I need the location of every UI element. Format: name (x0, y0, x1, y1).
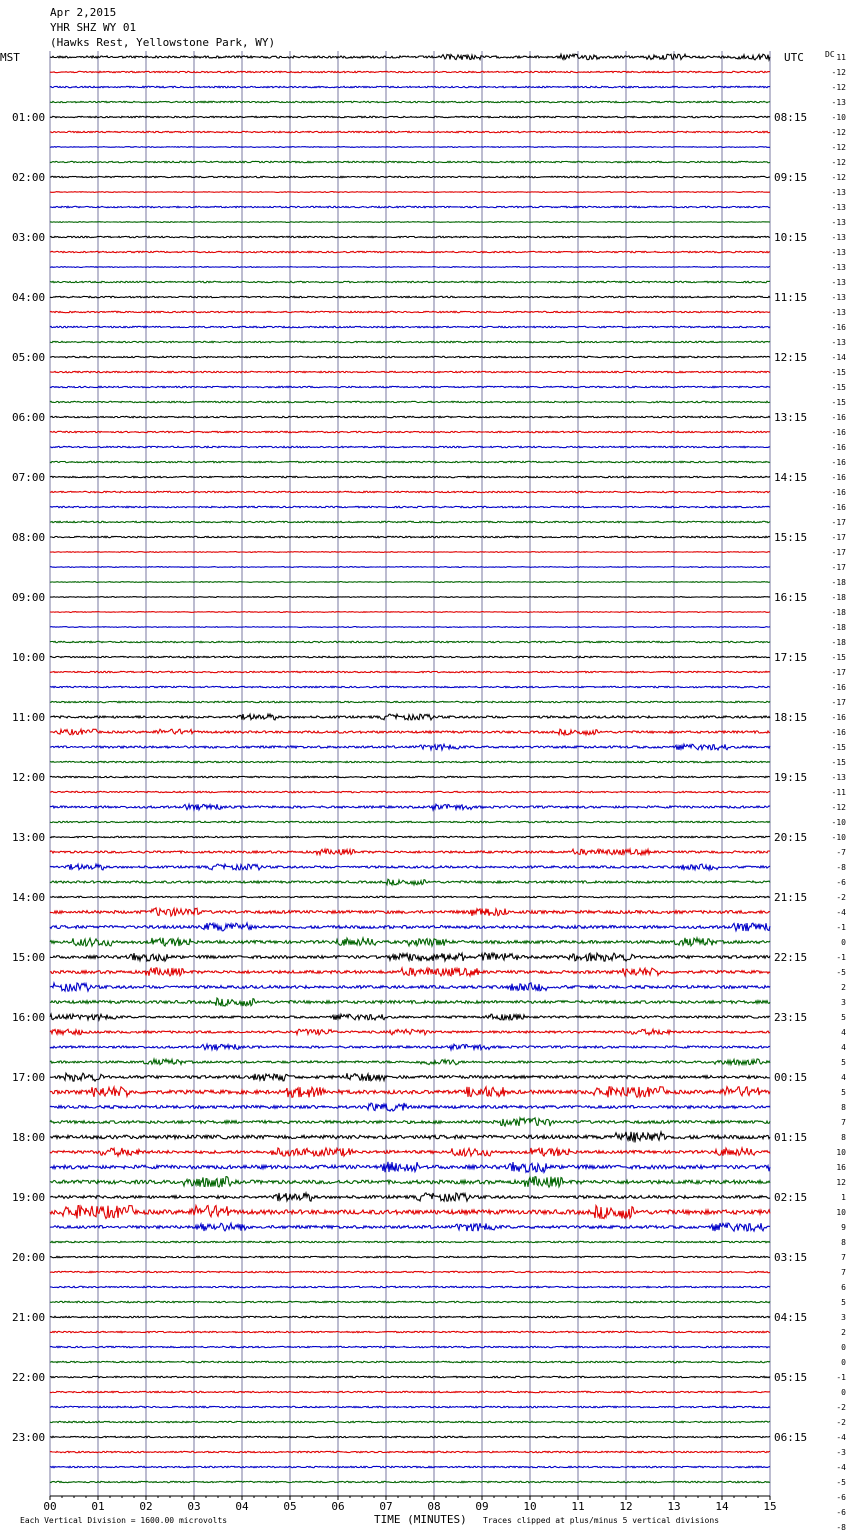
trace-line (50, 1481, 770, 1482)
dc-offset-label: -16 (831, 503, 846, 512)
dc-offset-label: -15 (831, 368, 846, 377)
trace-line (50, 701, 770, 702)
trace-line (50, 791, 770, 792)
mst-hour-label: 06:00 (12, 411, 46, 424)
mst-hour-label: 03:00 (12, 231, 46, 244)
dc-offset-label: -1 (836, 923, 846, 932)
dc-offset-label: -10 (831, 818, 846, 827)
dc-offset-label: -8 (836, 863, 846, 872)
dc-offset-label: -17 (831, 668, 846, 677)
dc-offset-label: -4 (836, 1433, 846, 1442)
dc-offset-label: 1 (841, 1193, 846, 1202)
utc-hour-label: 06:15 (774, 1431, 808, 1444)
x-tick-label: 09 (475, 1500, 489, 1513)
utc-hour-label: 21:15 (774, 891, 808, 904)
dc-offset-label: -13 (831, 98, 846, 107)
trace-line (50, 953, 770, 961)
x-tick-label: 02 (139, 1500, 153, 1513)
utc-hour-label: 15:15 (774, 531, 808, 544)
dc-offset-label: 0 (841, 1358, 846, 1367)
dc-offset-label: -15 (831, 743, 846, 752)
trace-line (50, 1346, 770, 1347)
trace-line (50, 356, 770, 357)
dc-offset-label: -16 (831, 458, 846, 467)
dc-offset-label: -13 (831, 308, 846, 317)
dc-offset-label: -12 (831, 143, 846, 152)
trace-line (50, 776, 770, 777)
dc-offset-label: 8 (841, 1238, 846, 1247)
trace-line (50, 582, 770, 583)
dc-offset-label: -10 (831, 833, 846, 842)
trace-line (50, 641, 770, 642)
dc-offset-label: -5 (836, 968, 846, 977)
dc-offset-label: 11 (836, 53, 846, 62)
dc-offset-label: -17 (831, 548, 846, 557)
trace-line (50, 1087, 770, 1098)
dc-offset-label: 8 (841, 1133, 846, 1142)
trace-line (50, 761, 770, 762)
mst-hour-label: 16:00 (12, 1011, 46, 1024)
trace-line (50, 1436, 770, 1437)
trace-line (50, 983, 770, 991)
dc-offset-label: -13 (831, 218, 846, 227)
mst-hour-label: 09:00 (12, 591, 46, 604)
dc-offset-label: 0 (841, 938, 846, 947)
trace-line (50, 864, 770, 870)
dc-offset-label: 2 (841, 983, 846, 992)
utc-axis-label: UTC (784, 51, 804, 64)
dc-offset-label: -10 (831, 113, 846, 122)
trace-line (50, 1044, 770, 1050)
x-tick-label: 06 (331, 1500, 345, 1513)
trace-line (50, 461, 770, 462)
mst-hour-label: 07:00 (12, 471, 46, 484)
trace-line (50, 729, 770, 735)
trace-line (50, 1162, 770, 1173)
utc-hour-label: 10:15 (774, 231, 808, 244)
dc-offset-label: -13 (831, 338, 846, 347)
utc-hour-label: 12:15 (774, 351, 808, 364)
dc-offset-label: -15 (831, 758, 846, 767)
trace-line (50, 612, 770, 613)
trace-line (50, 879, 770, 885)
dc-offset-label: -17 (831, 533, 846, 542)
trace-line (50, 296, 770, 297)
trace-line (50, 236, 770, 237)
trace-line (50, 552, 770, 553)
dc-offset-label: -12 (831, 803, 846, 812)
trace-line (50, 326, 770, 327)
dc-offset-label: -13 (831, 203, 846, 212)
dc-offset-label: -18 (831, 608, 846, 617)
mst-hour-label: 12:00 (12, 771, 46, 784)
trace-line (50, 1014, 770, 1020)
dc-offset-label: 10 (836, 1208, 846, 1217)
dc-offset-label: 5 (841, 1088, 846, 1097)
trace-line (50, 1451, 770, 1452)
dc-offset-label: -1 (836, 953, 846, 962)
mst-hour-label: 14:00 (12, 891, 46, 904)
x-tick-label: 03 (187, 1500, 201, 1513)
dc-offset-label: -18 (831, 578, 846, 587)
trace-line (50, 1059, 770, 1065)
mst-hour-label: 23:00 (12, 1431, 46, 1444)
mst-hour-label: 22:00 (12, 1371, 46, 1384)
scale-note: Each Vertical Division = 1600.00 microvolts (20, 1516, 228, 1525)
utc-hour-label: 11:15 (774, 291, 808, 304)
trace-line (50, 416, 770, 417)
trace-line (50, 431, 770, 432)
mst-hour-label: 08:00 (12, 531, 46, 544)
trace-line (50, 192, 770, 193)
trace-line (50, 998, 770, 1006)
trace-line (50, 686, 770, 687)
dc-offset-label: -16 (831, 683, 846, 692)
station-location: (Hawks Rest, Yellowstone Park, WY) (50, 36, 276, 49)
trace-line (50, 1286, 770, 1287)
minute-grid (50, 51, 770, 1496)
x-tick-label: 04 (235, 1500, 249, 1513)
mst-hour-label: 21:00 (12, 1311, 46, 1324)
trace-line (50, 147, 770, 148)
trace-line (50, 849, 770, 855)
trace-line (50, 1301, 770, 1302)
utc-hour-label: 00:15 (774, 1071, 808, 1084)
trace-line (50, 1271, 770, 1272)
clip-note: Traces clipped at plus/minus 5 vertical divisions (483, 1516, 720, 1525)
dc-offset-label: 7 (841, 1253, 846, 1262)
utc-hour-labels (774, 111, 807, 1444)
utc-hour-label: 02:15 (774, 1191, 808, 1204)
trace-line (50, 896, 770, 897)
trace-line (50, 923, 770, 931)
trace-line (50, 1132, 770, 1143)
trace-line (50, 938, 770, 946)
dc-offset-label: -14 (831, 353, 846, 362)
x-tick-label: 00 (43, 1500, 57, 1513)
station-name: YHR SHZ WY 01 (50, 21, 137, 34)
mst-hour-label: 13:00 (12, 831, 46, 844)
dc-offset-label: 7 (841, 1118, 846, 1127)
dc-offset-label: 10 (836, 1148, 846, 1157)
dc-offset-label: -15 (831, 383, 846, 392)
dc-offset-label: -16 (831, 473, 846, 482)
mst-hour-label: 17:00 (12, 1071, 46, 1084)
utc-hour-label: 19:15 (774, 771, 808, 784)
dc-offset-label: 6 (841, 1283, 846, 1292)
dc-offset-label: -17 (831, 518, 846, 527)
dc-offset-label: -13 (831, 188, 846, 197)
dc-offset-label: -13 (831, 773, 846, 782)
trace-line (50, 206, 770, 207)
dc-offset-label: -12 (831, 68, 846, 77)
trace-line (50, 821, 770, 822)
dc-offset-label: -11 (831, 788, 846, 797)
trace-line (50, 656, 770, 657)
trace-line (50, 744, 770, 750)
dc-offset-label: -15 (831, 398, 846, 407)
trace-line (50, 116, 770, 117)
dc-offset-label: -2 (836, 893, 846, 902)
dc-offset-label: -2 (836, 1418, 846, 1427)
dc-offset-label: -18 (831, 638, 846, 647)
dc-offset-label: -17 (831, 563, 846, 572)
dc-offset-label: -13 (831, 293, 846, 302)
mst-hour-label: 18:00 (12, 1131, 46, 1144)
mst-hour-label: 20:00 (12, 1251, 46, 1264)
trace-line (50, 1118, 770, 1126)
dc-offset-label: 4 (841, 1073, 846, 1082)
trace-line (50, 567, 770, 568)
trace-line (50, 1421, 770, 1422)
dc-offset-label: -13 (831, 278, 846, 287)
dc-offset-label: -1 (836, 1373, 846, 1382)
trace-line (50, 446, 770, 447)
utc-hour-label: 09:15 (774, 171, 808, 184)
trace-line (50, 386, 770, 387)
dc-offset-label: -16 (831, 428, 846, 437)
dc-offset-label: -5 (836, 1478, 846, 1487)
dc-offset-label: -2 (836, 1403, 846, 1412)
utc-hour-label: 08:15 (774, 111, 808, 124)
dc-offset-label: -12 (831, 128, 846, 137)
x-tick-label: 01 (91, 1500, 105, 1513)
x-tick-label: 12 (619, 1500, 633, 1513)
trace-line (50, 267, 770, 268)
utc-hour-label: 16:15 (774, 591, 808, 604)
x-tick-label: 13 (667, 1500, 681, 1513)
utc-hour-label: 18:15 (774, 711, 808, 724)
utc-hour-label: 23:15 (774, 1011, 808, 1024)
trace-lines (50, 54, 770, 1483)
trace-line (50, 968, 770, 976)
trace-line (50, 371, 770, 372)
dc-offset-label: -13 (831, 233, 846, 242)
trace-line (50, 1331, 770, 1332)
trace-line (50, 281, 770, 282)
dc-offset-label: 5 (841, 1013, 846, 1022)
utc-hour-label: 01:15 (774, 1131, 808, 1144)
trace-line (50, 1193, 770, 1201)
trace-line (50, 1148, 770, 1156)
dc-offset-label: 3 (841, 998, 846, 1007)
trace-line (50, 671, 770, 672)
trace-line (50, 536, 770, 537)
mst-hour-label: 10:00 (12, 651, 46, 664)
trace-line (50, 1223, 770, 1231)
utc-hour-label: 17:15 (774, 651, 808, 664)
mst-hour-label: 04:00 (12, 291, 46, 304)
trace-line (50, 1241, 770, 1242)
dc-offset-label: -7 (836, 848, 846, 857)
dc-offset-label: 7 (841, 1268, 846, 1277)
trace-line (50, 521, 770, 522)
dc-offset-label: -8 (836, 1523, 846, 1532)
dc-offset-label: -16 (831, 713, 846, 722)
dc-offset-label: -16 (831, 728, 846, 737)
dc-offset-label: -12 (831, 83, 846, 92)
dc-offset-label: -17 (831, 698, 846, 707)
dc-offset-label: -3 (836, 1448, 846, 1457)
dc-offset-label: -16 (831, 413, 846, 422)
dc-offset-label: 9 (841, 1223, 846, 1232)
mst-hour-labels (12, 111, 45, 1444)
utc-hour-label: 22:15 (774, 951, 808, 964)
x-tick-label: 10 (523, 1500, 537, 1513)
trace-line (50, 476, 770, 477)
trace-line (50, 1256, 770, 1257)
utc-hour-label: 04:15 (774, 1311, 808, 1324)
trace-line (50, 714, 770, 720)
trace-line (50, 491, 770, 492)
mst-hour-label: 15:00 (12, 951, 46, 964)
dc-offset-label: 4 (841, 1028, 846, 1037)
dc-offset-label: 16 (836, 1163, 846, 1172)
trace-line (50, 908, 770, 916)
trace-line (50, 101, 770, 102)
dc-offset-label: -4 (836, 908, 846, 917)
dc-offset-label: -16 (831, 323, 846, 332)
dc-offset-label: -12 (831, 173, 846, 182)
trace-line (50, 71, 770, 72)
mst-hour-label: 19:00 (12, 1191, 46, 1204)
dc-offset-label: 0 (841, 1343, 846, 1352)
dc-offset-label: 2 (841, 1328, 846, 1337)
x-tick-label: 14 (715, 1500, 729, 1513)
trace-line (50, 804, 770, 810)
dc-offset-label: 3 (841, 1313, 846, 1322)
mst-hour-label: 11:00 (12, 711, 46, 724)
x-tick-label: 15 (763, 1500, 777, 1513)
trace-line (50, 627, 770, 628)
trace-line (50, 597, 770, 598)
utc-hour-label: 13:15 (774, 411, 808, 424)
utc-hour-label: 14:15 (774, 471, 808, 484)
dc-offset-labels (832, 53, 847, 1534)
dc-offset-label: 12 (836, 1178, 846, 1187)
trace-line (50, 86, 770, 87)
x-tick-label: 08 (427, 1500, 441, 1513)
trace-line (50, 131, 770, 132)
trace-line (50, 54, 770, 60)
dc-offset-label: -6 (836, 1493, 846, 1502)
utc-hour-label: 20:15 (774, 831, 808, 844)
dc-offset-label: -15 (831, 653, 846, 662)
mst-hour-label: 01:00 (12, 111, 46, 124)
dc-offset-label: -13 (831, 248, 846, 257)
utc-hour-label: 05:15 (774, 1371, 808, 1384)
trace-line (50, 176, 770, 177)
trace-line (50, 311, 770, 312)
x-axis-title: TIME (MINUTES) (374, 1513, 467, 1526)
x-tick-label: 07 (379, 1500, 393, 1513)
dc-offset-label: -18 (831, 593, 846, 602)
trace-line (50, 1073, 770, 1081)
dc-label: DC (825, 50, 835, 59)
utc-hour-label: 03:15 (774, 1251, 808, 1264)
trace-line (50, 1406, 770, 1407)
mst-hour-label: 05:00 (12, 351, 46, 364)
trace-line (50, 1177, 770, 1188)
dc-offset-label: -4 (836, 1463, 846, 1472)
trace-line (50, 1316, 770, 1317)
trace-line (50, 341, 770, 342)
dc-offset-label: -16 (831, 443, 846, 452)
dc-offset-label: 5 (841, 1058, 846, 1067)
x-tick-label: 11 (571, 1500, 585, 1513)
dc-offset-label: -16 (831, 488, 846, 497)
mst-hour-label: 02:00 (12, 171, 46, 184)
dc-offset-label: -6 (836, 878, 846, 887)
dc-offset-label: -13 (831, 263, 846, 272)
dc-offset-label: 4 (841, 1043, 846, 1052)
trace-line (50, 1029, 770, 1035)
trace-line (50, 1206, 770, 1219)
dc-offset-label: -12 (831, 158, 846, 167)
trace-line (50, 161, 770, 162)
dc-offset-label: 0 (841, 1388, 846, 1397)
dc-offset-label: -18 (831, 623, 846, 632)
trace-line (50, 836, 770, 837)
x-tick-label: 05 (283, 1500, 297, 1513)
mst-axis-label: MST (0, 51, 20, 64)
trace-line (50, 1466, 770, 1467)
trace-line (50, 401, 770, 402)
dc-offset-label: -6 (836, 1508, 846, 1517)
trace-line (50, 1376, 770, 1377)
dc-offset-label: 8 (841, 1103, 846, 1112)
trace-line (50, 1103, 770, 1111)
trace-line (50, 251, 770, 252)
trace-line (50, 222, 770, 223)
trace-line (50, 1391, 770, 1392)
trace-line (50, 1361, 770, 1362)
dc-offset-label: 5 (841, 1298, 846, 1307)
trace-line (50, 506, 770, 507)
x-axis (43, 1496, 776, 1513)
plot-date: Apr 2,2015 (50, 6, 117, 19)
